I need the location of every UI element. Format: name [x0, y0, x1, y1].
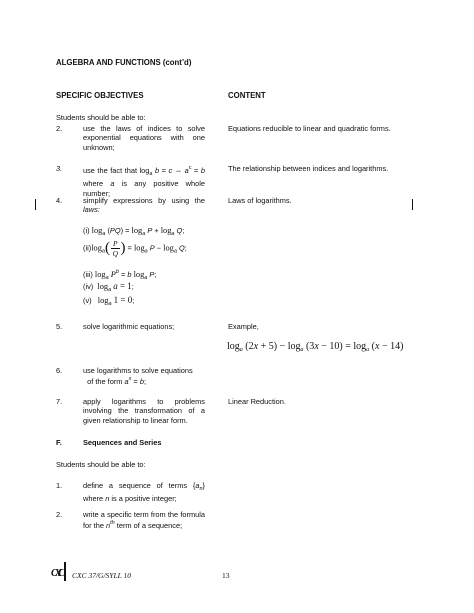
item-text: use the fact that $\log_a b = c$ ⇔ $a^c = b$ where a is any positive whole number;: [83, 165, 205, 198]
item-number: 4.: [56, 196, 63, 205]
law-iii: (iii) $\log_a P^b = b$ $\log_a P$;: [83, 269, 157, 281]
law-ii: $(ii)\log_a$( $\frac{P}{Q}$ ) = $\log_a P - \log_a Q$;: [83, 239, 187, 258]
law-v: (v) $\log_a 1 = 0$;: [83, 295, 135, 307]
section-title: Sequences and Series: [83, 438, 162, 447]
item-number: 5.: [56, 322, 63, 331]
item-number: 2.: [56, 124, 63, 133]
item-text: define a sequence of terms $\{a_n\}$ where n is a positive integer;: [83, 481, 206, 504]
item-text: simplify expressions by using the: [83, 196, 205, 205]
item-content: Laws of logarithms.: [228, 196, 292, 205]
law-iv: (iv) $\log_a a = 1$;: [83, 281, 134, 293]
intro-text: Students should be able to:: [56, 460, 146, 469]
footer-code: CXC 37/G/SYLL 10: [72, 571, 132, 580]
item-text: apply logarithms to problems involving the transformation of a given relationship to linear form.: [83, 397, 205, 425]
item-number: 2.: [56, 510, 63, 519]
intro-text: Students should be able to:: [56, 113, 146, 122]
item-number: 7.: [56, 397, 63, 406]
item-text: laws:: [83, 205, 100, 214]
item-text: use the laws of indices to solve exponential equations with one unknown;: [83, 124, 205, 152]
col-content-header: CONTENT: [228, 91, 266, 100]
item-number: 3.: [56, 164, 63, 173]
item-content: Linear Reduction.: [228, 397, 286, 406]
item-text: of the form $a^x = b$;: [87, 376, 146, 386]
item-number: 1.: [56, 481, 63, 490]
col-objectives-header: SPECIFIC OBJECTIVES: [56, 91, 144, 100]
item-text: use logarithms to solve equations: [83, 366, 193, 375]
item-content: The relationship between indices and logarithms.: [228, 164, 389, 173]
item-text: write a specific term from the formula for the $n^{th}$ term of a sequence;: [83, 510, 205, 531]
example-equation: $\log_a (2x + 5) - \log_a (3x - 10) = \log_a (x - 14)$: [227, 341, 404, 353]
item-content: Example,: [228, 322, 259, 331]
page-heading: ALGEBRA AND FUNCTIONS (cont’d): [56, 58, 192, 67]
item-number: 6.: [56, 366, 63, 375]
footer-divider: [64, 562, 66, 581]
law-i: (i) $\log_a (PQ) = \log_a P + \log_a Q$;: [83, 226, 185, 237]
item-text: solve logarithmic equations;: [83, 322, 175, 331]
footer-logo: CXC: [51, 568, 63, 579]
margin-bar-left: [35, 199, 36, 210]
page-number: 13: [222, 571, 230, 580]
section-letter: F.: [56, 438, 62, 447]
item-content: Equations reducible to linear and quadratic forms.: [228, 124, 391, 133]
margin-bar-right: [412, 199, 413, 210]
